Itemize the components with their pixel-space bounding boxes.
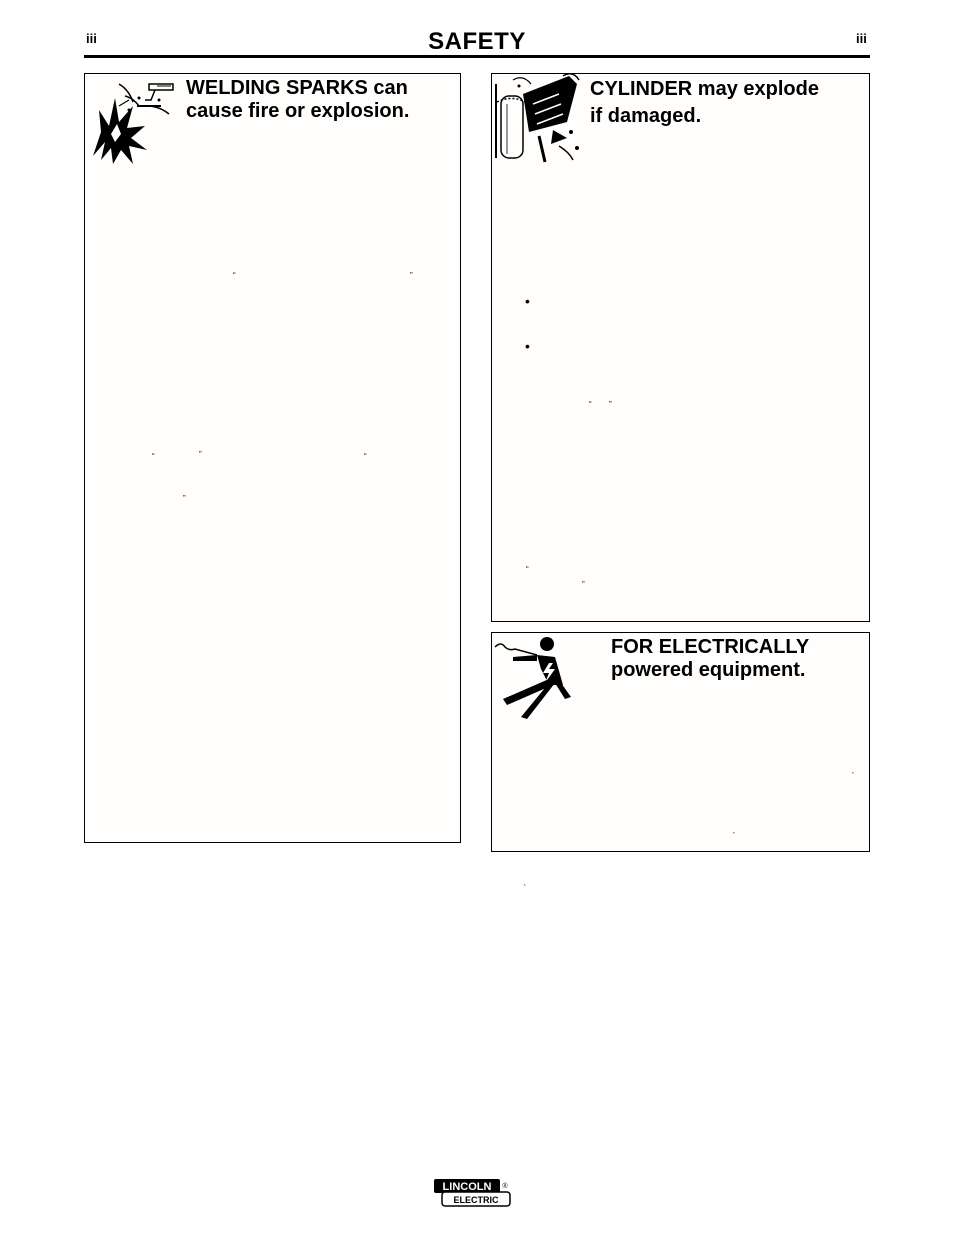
quote-mark: “ xyxy=(526,565,529,574)
quote-mark: “ xyxy=(589,400,592,409)
logo-top-text: LINCOLN xyxy=(442,1181,492,1193)
quote-mark: “ xyxy=(233,271,236,280)
electric-shock-icon xyxy=(493,635,573,721)
lincoln-electric-logo xyxy=(433,1178,513,1208)
quote-mark: ” xyxy=(582,580,585,589)
header-rule xyxy=(84,55,870,58)
apostrophe-mark: ’ xyxy=(852,771,854,780)
quote-mark: ” xyxy=(199,450,202,459)
cylinder-title-line2: if damaged. xyxy=(590,105,702,127)
bullet: • xyxy=(525,293,530,309)
welding-sparks-title-line2: cause fire or explosion. xyxy=(186,100,410,122)
quote-mark: ” xyxy=(183,494,186,503)
cylinder-explosion-icon xyxy=(493,74,585,166)
welding-sparks-title xyxy=(186,77,409,123)
page-title: SAFETY xyxy=(428,28,526,55)
page-number-right: iii xyxy=(856,31,867,46)
welding-sparks-box xyxy=(84,73,461,843)
apostrophe-mark: ’ xyxy=(733,831,735,840)
logo-registered-mark: ® xyxy=(502,1183,508,1190)
electric-title xyxy=(611,636,809,682)
logo-bottom-text: ELECTRIC xyxy=(453,1195,499,1205)
page-number-left: iii xyxy=(86,31,97,46)
welding-sparks-icon xyxy=(89,76,181,166)
electric-title-line1: FOR ELECTRICALLY xyxy=(611,636,810,658)
bullet: • xyxy=(525,338,530,354)
quote-mark: ” xyxy=(609,400,612,409)
cylinder-title-line1: CYLINDER may explode xyxy=(590,78,819,100)
quote-mark: ” xyxy=(410,271,413,280)
electric-box xyxy=(491,632,870,852)
electric-title-line2: powered equipment. xyxy=(611,659,806,681)
cylinder-title xyxy=(590,76,819,130)
welding-sparks-title-line1: WELDING SPARKS can xyxy=(186,77,408,99)
cylinder-box xyxy=(491,73,870,622)
stray-mark: ‘ xyxy=(524,883,526,892)
quote-mark: “ xyxy=(364,452,367,461)
quote-mark: “ xyxy=(152,452,155,461)
